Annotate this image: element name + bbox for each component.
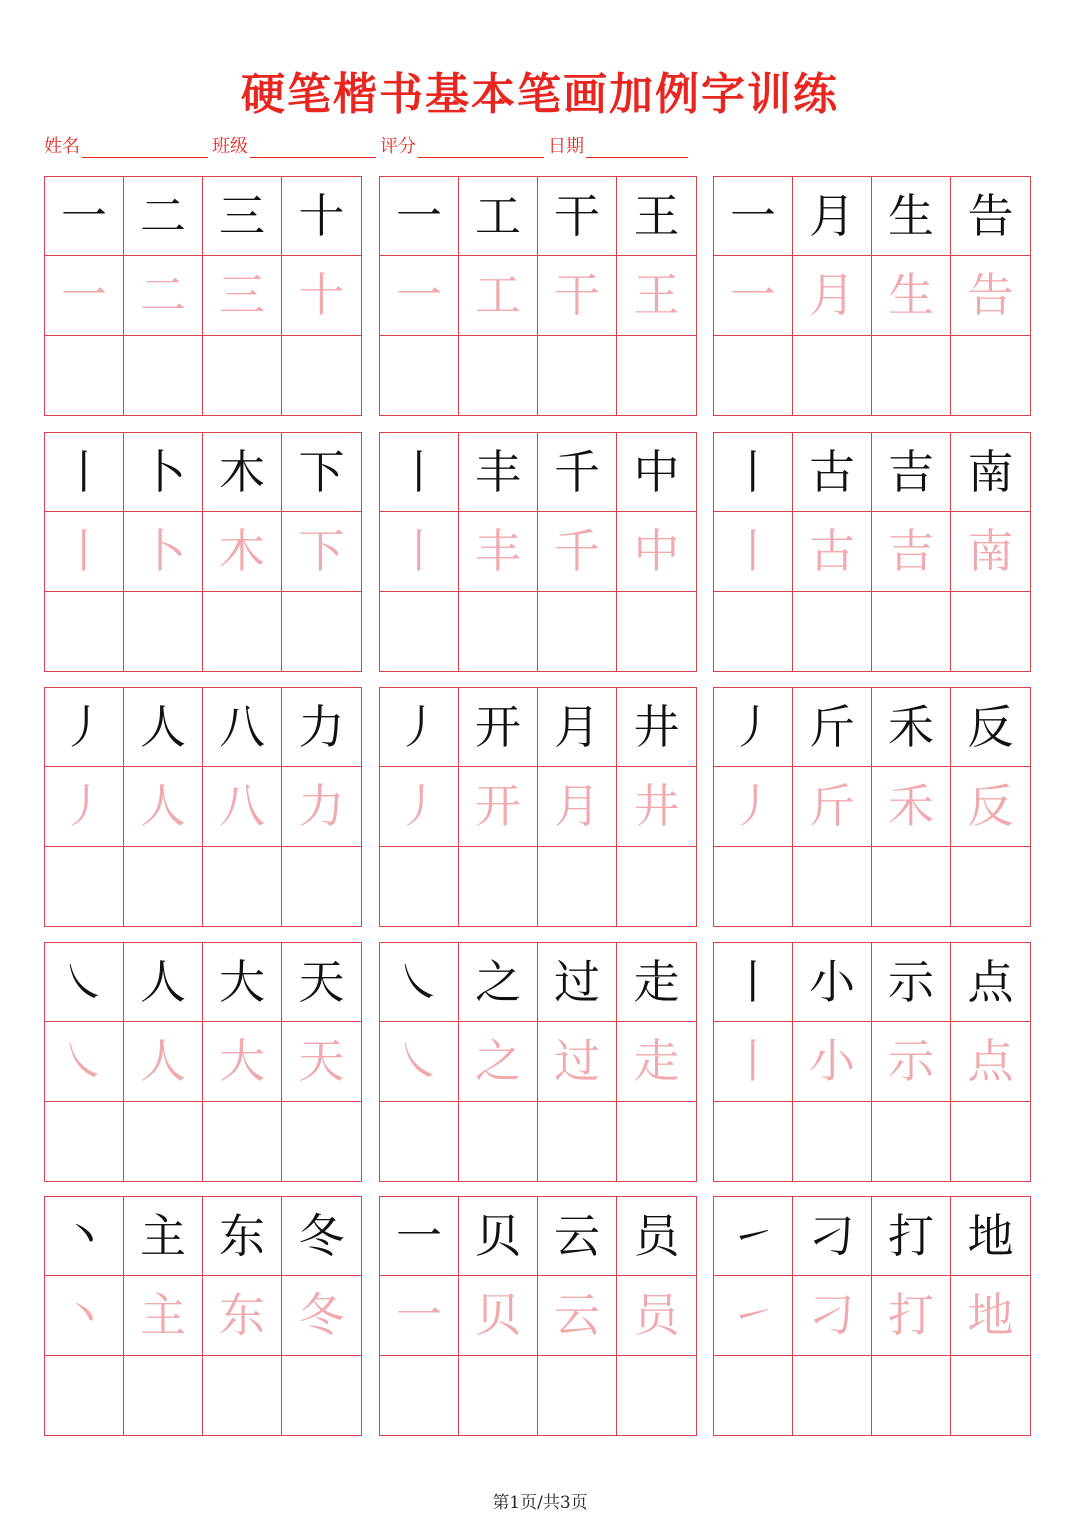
blank-practice-cell[interactable] [203,1356,282,1435]
tracing-character: 工 [459,256,538,335]
model-character: 天 [282,943,361,1022]
blank-practice-cell[interactable] [617,336,696,415]
blank-practice-cell[interactable] [951,847,1030,926]
tracing-character: 下 [282,512,361,591]
fill-in-line[interactable] [250,137,376,158]
practice-block [379,942,697,1182]
model-character: 木 [203,433,282,512]
model-character: 反 [951,688,1030,767]
practice-block [44,432,362,672]
practice-block [713,1196,1031,1436]
model-character: 井 [617,688,696,767]
model-character: 丶 [45,1197,124,1276]
model-character: 一 [380,1197,459,1276]
tracing-character: 冬 [282,1276,361,1355]
tracing-character: 生 [872,256,951,335]
tracing-character: 斤 [793,767,872,846]
tracing-character: 木 [203,512,282,591]
blank-practice-cell[interactable] [538,1102,617,1181]
model-character: 干 [538,177,617,256]
model-character: 下 [282,433,361,512]
blank-practice-cell[interactable] [380,592,459,671]
blank-practice-cell[interactable] [282,1356,361,1435]
blank-practice-cell[interactable] [538,336,617,415]
tracing-character: 三 [203,256,282,335]
tracing-character: 王 [617,256,696,335]
blank-practice-cell[interactable] [951,1102,1030,1181]
blank-practice-cell[interactable] [203,847,282,926]
model-character: 力 [282,688,361,767]
model-character: 开 [459,688,538,767]
tracing-character: 告 [951,256,1030,335]
blank-practice-cell[interactable] [380,847,459,926]
model-character: 丨 [45,433,124,512]
tracing-character: 丿 [380,767,459,846]
blank-practice-cell[interactable] [282,336,361,415]
info-label: 评分 [380,136,416,157]
blank-practice-cell[interactable] [203,592,282,671]
tracing-character: 员 [617,1276,696,1355]
blank-practice-cell[interactable] [872,847,951,926]
practice-block [379,176,697,416]
tracing-character: 丿 [45,767,124,846]
blank-practice-cell[interactable] [793,847,872,926]
blank-practice-cell[interactable] [793,592,872,671]
model-character: 丨 [714,433,793,512]
model-character: 地 [951,1197,1030,1276]
tracing-character: 月 [538,767,617,846]
info-field-class [212,132,376,158]
tracing-character: 丨 [380,512,459,591]
model-character: 中 [617,433,696,512]
practice-block [44,942,362,1182]
info-label: 班级 [212,136,248,157]
blank-practice-cell[interactable] [282,847,361,926]
practice-block [44,176,362,416]
practice-block [379,687,697,927]
tracing-character: 二 [124,256,203,335]
tracing-character: 东 [203,1276,282,1355]
model-character: 人 [124,688,203,767]
tracing-character: 八 [203,767,282,846]
blank-practice-cell[interactable] [124,1356,203,1435]
tracing-character: 大 [203,1022,282,1101]
fill-in-line[interactable] [82,137,208,158]
tracing-character: 一 [380,1276,459,1355]
model-character: 一 [714,177,793,256]
blank-practice-cell[interactable] [872,1356,951,1435]
tracing-character: 月 [793,256,872,335]
blank-practice-cell[interactable] [45,592,124,671]
tracing-character: 禾 [872,767,951,846]
tracing-character: 人 [124,1022,203,1101]
blank-practice-cell[interactable] [951,1356,1030,1435]
model-character: 之 [459,943,538,1022]
tracing-character: 天 [282,1022,361,1101]
blank-practice-cell[interactable] [617,1356,696,1435]
info-label: 姓名 [44,136,80,157]
tracing-character: 贝 [459,1276,538,1355]
tracing-character: 力 [282,767,361,846]
practice-block [379,1196,697,1436]
model-character: 月 [793,177,872,256]
tracing-character: 丶 [45,1276,124,1355]
model-character: 三 [203,177,282,256]
blank-practice-cell[interactable] [45,1102,124,1181]
tracing-character: 卜 [124,512,203,591]
blank-practice-cell[interactable] [538,1356,617,1435]
tracing-character: 吉 [872,512,951,591]
model-character: 员 [617,1197,696,1276]
blank-practice-cell[interactable] [459,336,538,415]
model-character: 古 [793,433,872,512]
blank-practice-cell[interactable] [872,592,951,671]
practice-block [713,432,1031,672]
tracing-character: 丨 [45,512,124,591]
model-character: 一 [380,177,459,256]
blank-practice-cell[interactable] [459,592,538,671]
model-character: 大 [203,943,282,1022]
tracing-character: 地 [951,1276,1030,1355]
model-character: 东 [203,1197,282,1276]
model-character: 主 [124,1197,203,1276]
blank-practice-cell[interactable] [124,592,203,671]
blank-practice-cell[interactable] [45,1356,124,1435]
model-character: ㇏ [45,943,124,1022]
model-character: 刁 [793,1197,872,1276]
model-character: 贝 [459,1197,538,1276]
tracing-character: 一 [714,256,793,335]
blank-practice-cell[interactable] [951,336,1030,415]
info-field-name [44,132,208,158]
tracing-character: 丨 [714,1022,793,1101]
blank-practice-cell[interactable] [714,592,793,671]
model-character: 月 [538,688,617,767]
practice-block [713,942,1031,1182]
tracing-character: 南 [951,512,1030,591]
blank-practice-cell[interactable] [617,847,696,926]
model-character: 云 [538,1197,617,1276]
blank-practice-cell[interactable] [124,1102,203,1181]
tracing-character: ㇏ [45,1022,124,1101]
tracing-character: 一 [45,256,124,335]
tracing-character: 丨 [714,512,793,591]
tracing-character: ㇀ [714,1276,793,1355]
model-character: 告 [951,177,1030,256]
blank-practice-cell[interactable] [617,1102,696,1181]
model-character: 丨 [714,943,793,1022]
tracing-character: 开 [459,767,538,846]
model-character: 示 [872,943,951,1022]
tracing-character: 井 [617,767,696,846]
blank-practice-cell[interactable] [380,1102,459,1181]
tracing-character: 点 [951,1022,1030,1101]
tracing-character: 人 [124,767,203,846]
blank-practice-cell[interactable] [714,847,793,926]
info-field-score [380,132,544,158]
tracing-character: 主 [124,1276,203,1355]
blank-practice-cell[interactable] [793,1356,872,1435]
blank-practice-cell[interactable] [714,336,793,415]
tracing-character: 干 [538,256,617,335]
model-character: 丿 [380,688,459,767]
model-character: 点 [951,943,1030,1022]
model-character: 千 [538,433,617,512]
tracing-character: 刁 [793,1276,872,1355]
model-character: 小 [793,943,872,1022]
page-number: 第1页/共3页 [492,1493,588,1513]
blank-practice-cell[interactable] [124,336,203,415]
blank-practice-cell[interactable] [793,1102,872,1181]
blank-practice-cell[interactable] [459,1102,538,1181]
model-character: 八 [203,688,282,767]
tracing-character: 反 [951,767,1030,846]
model-character: 过 [538,943,617,1022]
tracing-character: 丰 [459,512,538,591]
model-character: 吉 [872,433,951,512]
tracing-character: 云 [538,1276,617,1355]
page-title: 硬笔楷书基本笔画加例字训练 [241,69,839,120]
fill-in-line[interactable] [586,137,688,158]
model-character: 王 [617,177,696,256]
blank-practice-cell[interactable] [872,336,951,415]
tracing-character: 小 [793,1022,872,1101]
model-character: 走 [617,943,696,1022]
practice-block [379,432,697,672]
tracing-character: 走 [617,1022,696,1101]
blank-practice-cell[interactable] [714,1102,793,1181]
model-character: 丿 [714,688,793,767]
blank-practice-cell[interactable] [282,592,361,671]
blank-practice-cell[interactable] [538,847,617,926]
model-character: 生 [872,177,951,256]
model-character: 丨 [380,433,459,512]
tracing-character: ㇏ [380,1022,459,1101]
model-character: 丿 [45,688,124,767]
model-character: 斤 [793,688,872,767]
tracing-character: 中 [617,512,696,591]
student-info-row [44,132,692,158]
model-character: 禾 [872,688,951,767]
model-character: ㇀ [714,1197,793,1276]
tracing-character: 一 [380,256,459,335]
blank-practice-cell[interactable] [793,336,872,415]
blank-practice-cell[interactable] [380,336,459,415]
blank-practice-cell[interactable] [872,1102,951,1181]
tracing-character: 千 [538,512,617,591]
blank-practice-cell[interactable] [203,1102,282,1181]
model-character: 冬 [282,1197,361,1276]
model-character: 二 [124,177,203,256]
model-character: 卜 [124,433,203,512]
blank-practice-cell[interactable] [459,1356,538,1435]
blank-practice-cell[interactable] [617,592,696,671]
blank-practice-cell[interactable] [951,592,1030,671]
blank-practice-cell[interactable] [538,592,617,671]
blank-practice-cell[interactable] [714,1356,793,1435]
tracing-character: 十 [282,256,361,335]
tracing-character: 之 [459,1022,538,1101]
practice-block [713,687,1031,927]
fill-in-line[interactable] [418,137,544,158]
blank-practice-cell[interactable] [124,847,203,926]
model-character: 十 [282,177,361,256]
tracing-character: 过 [538,1022,617,1101]
blank-practice-cell[interactable] [45,847,124,926]
model-character: ㇏ [380,943,459,1022]
blank-practice-cell[interactable] [203,336,282,415]
practice-block [44,687,362,927]
tracing-character: 丿 [714,767,793,846]
tracing-character: 示 [872,1022,951,1101]
model-character: 工 [459,177,538,256]
practice-block [713,176,1031,416]
blank-practice-cell[interactable] [380,1356,459,1435]
model-character: 丰 [459,433,538,512]
tracing-character: 古 [793,512,872,591]
tracing-character: 打 [872,1276,951,1355]
info-label: 日期 [548,136,584,157]
info-field-date [548,132,688,158]
practice-block [44,1196,362,1436]
model-character: 打 [872,1197,951,1276]
model-character: 南 [951,433,1030,512]
blank-practice-cell[interactable] [459,847,538,926]
model-character: 人 [124,943,203,1022]
blank-practice-cell[interactable] [45,336,124,415]
model-character: 一 [45,177,124,256]
blank-practice-cell[interactable] [282,1102,361,1181]
